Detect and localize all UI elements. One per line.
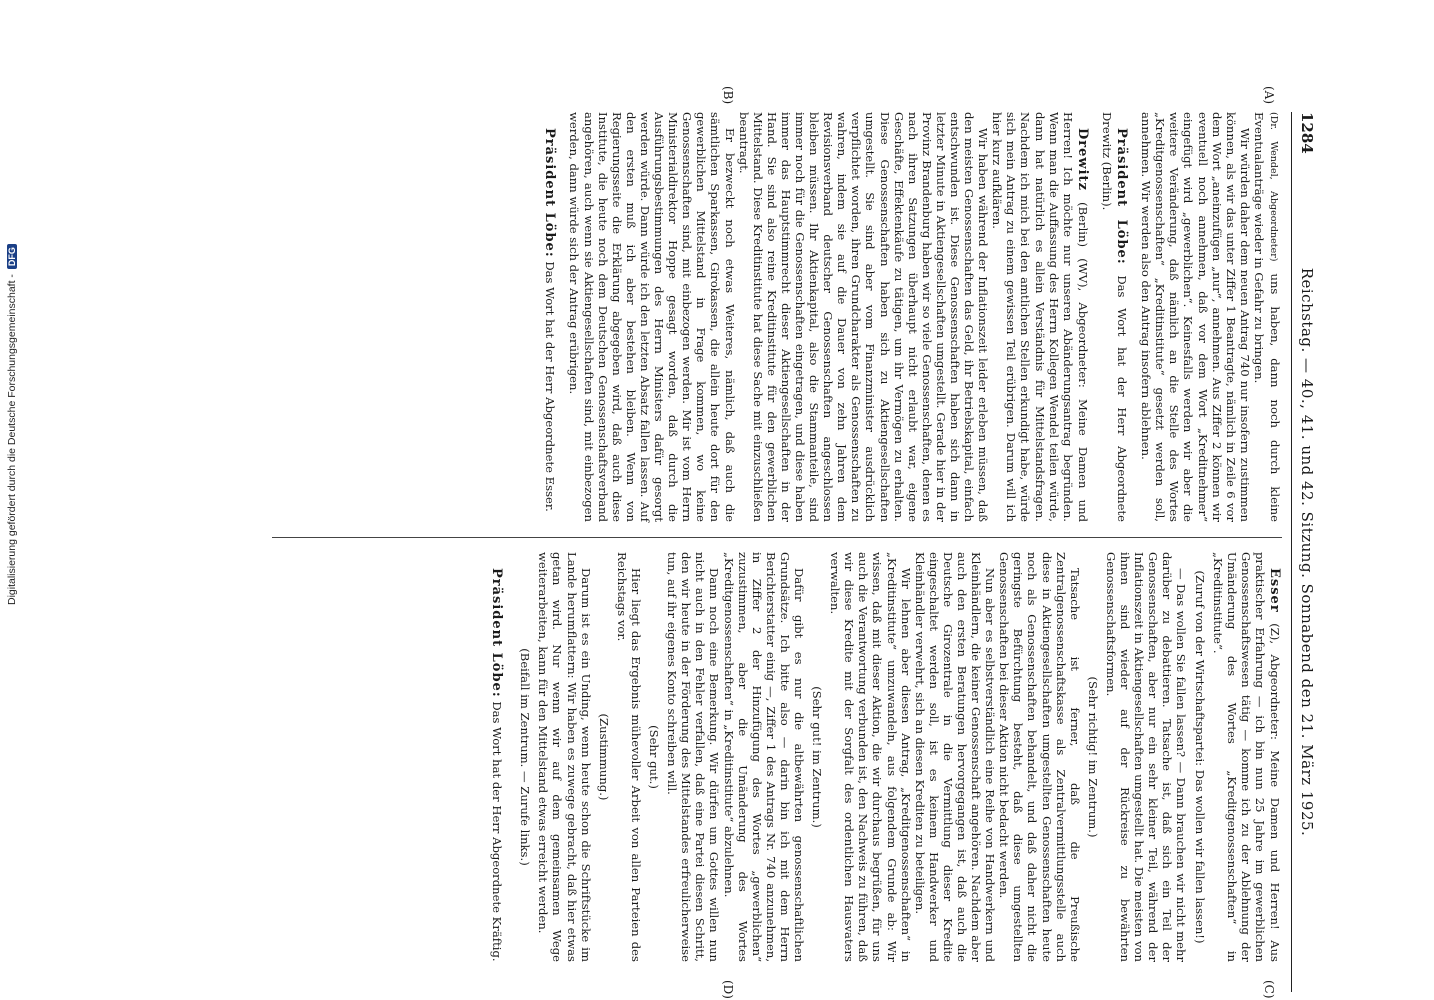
digitization-credit <box>6 244 18 605</box>
interjection: (Zustimmung.) <box>596 713 611 801</box>
interjection: (Sehr gut! im Zentrum.) <box>810 686 825 828</box>
speaker-name: Präsident Löbe: <box>489 568 505 698</box>
interjection: (Sehr gut.) <box>647 725 662 789</box>
paragraph: Dafür gibt es nur die altbewährten genossenschaftlichen Grundsätze. Ich bitte also — darin bin ich mit dem Herrn Berichterstatter einig —, Ziffer 1 des Antrags Nr. 740 anzunehmen, in Ziffer 2 der Hinzufügung des Wortes „gewerblichen“ zuzustimmen, aber die Umänderung des Wortes „Kreditgenossenschaften“ in „Kreditinstitute“ abzulehnen. <box>721 552 806 962</box>
paragraph: Er bezweckt noch etwas Weiteres, nämlich, daß auch die sämtlichen Sparkassen, Girokassen, die allein heute dort für den gewerblichen Mittelstand in Frage kommen, wo keine Genossenschaften sind, mit einbezogen werden. Mir ist vom Herrn Ministerialdirektor Hoppe gesagt worden, daß durch die Ausführungsbestimmungen des Herrn Ministers dafür gesorgt werden würde. Dann würde ich den letzten Absatz fallen lassen. Auf den ersten muß ich aber bestehen bleiben. Wenn von Regierungsseite die Erklärung abgegeben wird, daß auch diese Institute, die heute noch dem Deutschen Genossenschaftsverband angehören, auch wenn sie Aktiengesellschaften sind, mit einbezogen werden, dann würde sich der Antrag erübrigen. <box>567 112 737 522</box>
margin-marker-d: (D) <box>721 980 735 999</box>
interjection: (Beifall im Zentrum. — Zurufe links.) <box>518 648 533 866</box>
speaker-continuation: (Dr. Wendel, Abgeordneter) <box>1268 112 1279 262</box>
page-number: 1284 <box>1298 112 1316 154</box>
credit-text: Digitalisierung gefördert durch die Deutsche Forschungsgemeinschaft - <box>6 274 18 605</box>
interjection: (Zuruf von der Wirtschaftspartei: Das wollen wir fallen lassen!) <box>1192 570 1207 944</box>
column-divider <box>272 537 1282 538</box>
dfg-logo: DFG <box>7 244 17 269</box>
margin-marker-b: (B) <box>721 86 735 105</box>
margin-marker-a: (A) <box>1262 86 1276 105</box>
page-header <box>1291 112 1320 992</box>
document-page <box>110 86 1320 999</box>
paragraph: Hier liegt das Ergebnis mühevoller Arbeit von allen Parteien des Reichstags vor. <box>614 552 643 962</box>
paragraph: — Das wollen Sie fallen lassen? — Dann brauchen wir nicht mehr darüber zu debattieren. Tatsache ist, daß sich ein Teil der Genossenschaften, aber nur ein sehr kleiner Teil, während der Inflationszeit in Aktiengesellschaften umgestellt hat. Die meisten von ihnen sind wieder auf der Rückreise zu bewährten Genossenschaftsformen. <box>1103 552 1189 962</box>
left-column <box>542 112 1282 522</box>
paragraph: Drewitz (Berlin) (WV), Abgeordneter: Meine Damen und Herren! Ich möchte nur unseren Abänderungsantrag begründen. Wenn man die Auffassung des Herrn Kollegen Wendel teilen würde, dann hat natürlich es allein Verständnis für Mittelstandsfragen. Nachdem ich mich bei den amtlichen Stellen erkundigt habe, würde sich mein Antrag zu einem gewissen Teil erübrigen. Darum will ich hier kurz aufklären. <box>990 112 1090 523</box>
interjection: (Sehr richtig! im Zentrum.) <box>1085 676 1100 838</box>
page-title: Reichstag. — 40., 41. und 42. Sitzung. Sonnabend den 21. März 1925. <box>1298 267 1316 837</box>
speaker-name: Präsident Löbe: <box>1114 128 1130 265</box>
margin-marker-c: (C) <box>1262 980 1276 999</box>
paragraph: Dann noch eine Bemerkung. Wir dürfen um Gottes willen nun nicht auch in den Fehler verfallen, daß eine Partei diesen Schritt, den wir heute in der Förderung des Mittelstandes erfreulicherweise tun, auf ihr eigenes Konto schreiben will. <box>665 552 722 962</box>
paragraph: Wir lehnen aber diesen Antrag, „Kreditgenossenschaften“ in „Kreditinstitute“ umzuwandeln, aus folgendem Grunde ab: Wir wissen, daß mit dieser Aktion, die wir durchaus begrüßen, für uns auch die Verantwortung verbunden ist, den Nachweis zu führen, daß wir diese Kredite mit der Sorgfalt des ordentlichen Hausvaters verwalten. <box>828 552 913 962</box>
paragraph: Esser (Z), Abgeordneter: Meine Damen und Herren! Aus praktischer Erfahrung — ich bin nun 25 Jahre im gewerblichen Genossenschaftswesen tätig — komme ich zu der Ablehnung der Umänderung des Wortes „Kreditgenossenschaften“ in „Kreditinstitute“. <box>1210 552 1282 963</box>
right-column <box>489 552 1282 962</box>
paragraph: (Dr. Wendel, Abgeordneter) uns haben, dann noch durch kleine Eventualanträge wieder in Gefahr zu bringen. <box>1251 112 1282 522</box>
paragraph: Wir haben während der Inflationszeit leider erleben müssen, daß den meisten Genossenschaften das Geld, ihr Betriebskapital, einfach entschwunden ist. Diese Genossenschaften haben sich dann in letzter Minute in Aktiengesellschaften umgestellt. Gerade hier in der Provinz Brandenburg haben wir so viele Genossenschaften, denen es nach ihren Satzungen überhaupt nicht erlaubt war, eigene Geschäfte, Effektenkäufe zu tätigen, um ihr Vermögen zu erhalten. Diese Genossenschaften haben sich zu Aktiengesellschaften umgestellt. Sie sind aber vom Finanzminister ausdrücklich verpflichtet worden, ihren Grundcharakter als Genossenschaften zu wahren, indem sie auf die Dauer von zehn Jahren dem Revisionsverband deutscher Genossenschaften angeschlossen bleiben müssen. Ihr Aktienkapital, also die Stammanteile, sind immer noch für die Genossenschaften eingetragen, und diese haben immer das Hauptstimmrecht dieser Aktiengesellschaften in der Hand. Sie sind also reine Kreditinstitute für den gewerblichen Mittelstand. Diese Kreditinstitute hat diese Sache mit einzuschließen beantragt. <box>736 112 991 522</box>
paragraph: Präsident Löbe: Das Wort hat der Herr Abgeordnete Kräftig. <box>489 568 505 962</box>
paragraph: Nun aber es selbstverständlich eine Reihe von Handwerkern und Kleinhändlern, die keiner Genossenschaft angehören. Nachdem aber auch den ersten Beratungen hervorgegangen ist, daß auch die Deutsche Girozentrale in die Vermittlung dieser Kredite eingeschaltet werden soll, ist es keinem Handwerker und Kleinhändler verwehrt, sich an diesen Krediten zu beteiligen. <box>912 552 998 962</box>
speaker-name: Drewitz <box>1074 128 1090 191</box>
paragraph: Tatsache ist ferner, daß die Preußische Zentralgenossenschaftskasse als Zentralvermittlungsstelle auch diese in Aktiengesellschaften umgestellten Genossenschaften heute noch als Genossenschaften behandelt, und daß daher nicht die geringste Befürchtung besteht, daß diese umgestellten Genossenschaften bei dieser Aktion nicht bedacht werden. <box>997 552 1082 962</box>
paragraph: Präsident Löbe: Das Wort hat der Herr Abgeordnete Esser. <box>542 128 558 512</box>
paragraph: Darum ist es ein Unding, wenn heute schon die Schriftstücke im Lande herumflattern: Wir haben es zuwege gebracht, daß hier etwas getan wird. Nur wenn wir auf dem gemeinsamen Wege weiterarbeiten, kann für den Mittelstand etwas erreicht werden. <box>536 552 593 962</box>
paragraph: Wir würden daher dem neuen Antrag 740 nur insofern zustimmen können, als wir das unter Ziffer 1 Beantragte, nämlich in Zeile 6 vor dem Wort „aneinzufügen „nur“, annehmen. Aus Ziffer 2 können wir eventuell noch annehmen, daß vor dem Wort „Kreditnehmer“ eingefügt wird „gewerblichen“. Keinesfalls werden wir aber die weitere Veränderung, daß nämlich an die Stelle des Wortes „Kreditgenossenschaften“ „Kreditinstitute“ gesetzt werden soll, annehmen. Wir werden also den Antrag insofern ablehnen. <box>1139 112 1252 522</box>
paragraph: Präsident Löbe: Das Wort hat der Herr Abgeordnete Drewitz (Berlin). <box>1099 112 1130 522</box>
speaker-name: Esser <box>1267 568 1282 613</box>
speaker-name: Präsident Löbe: <box>542 128 558 258</box>
